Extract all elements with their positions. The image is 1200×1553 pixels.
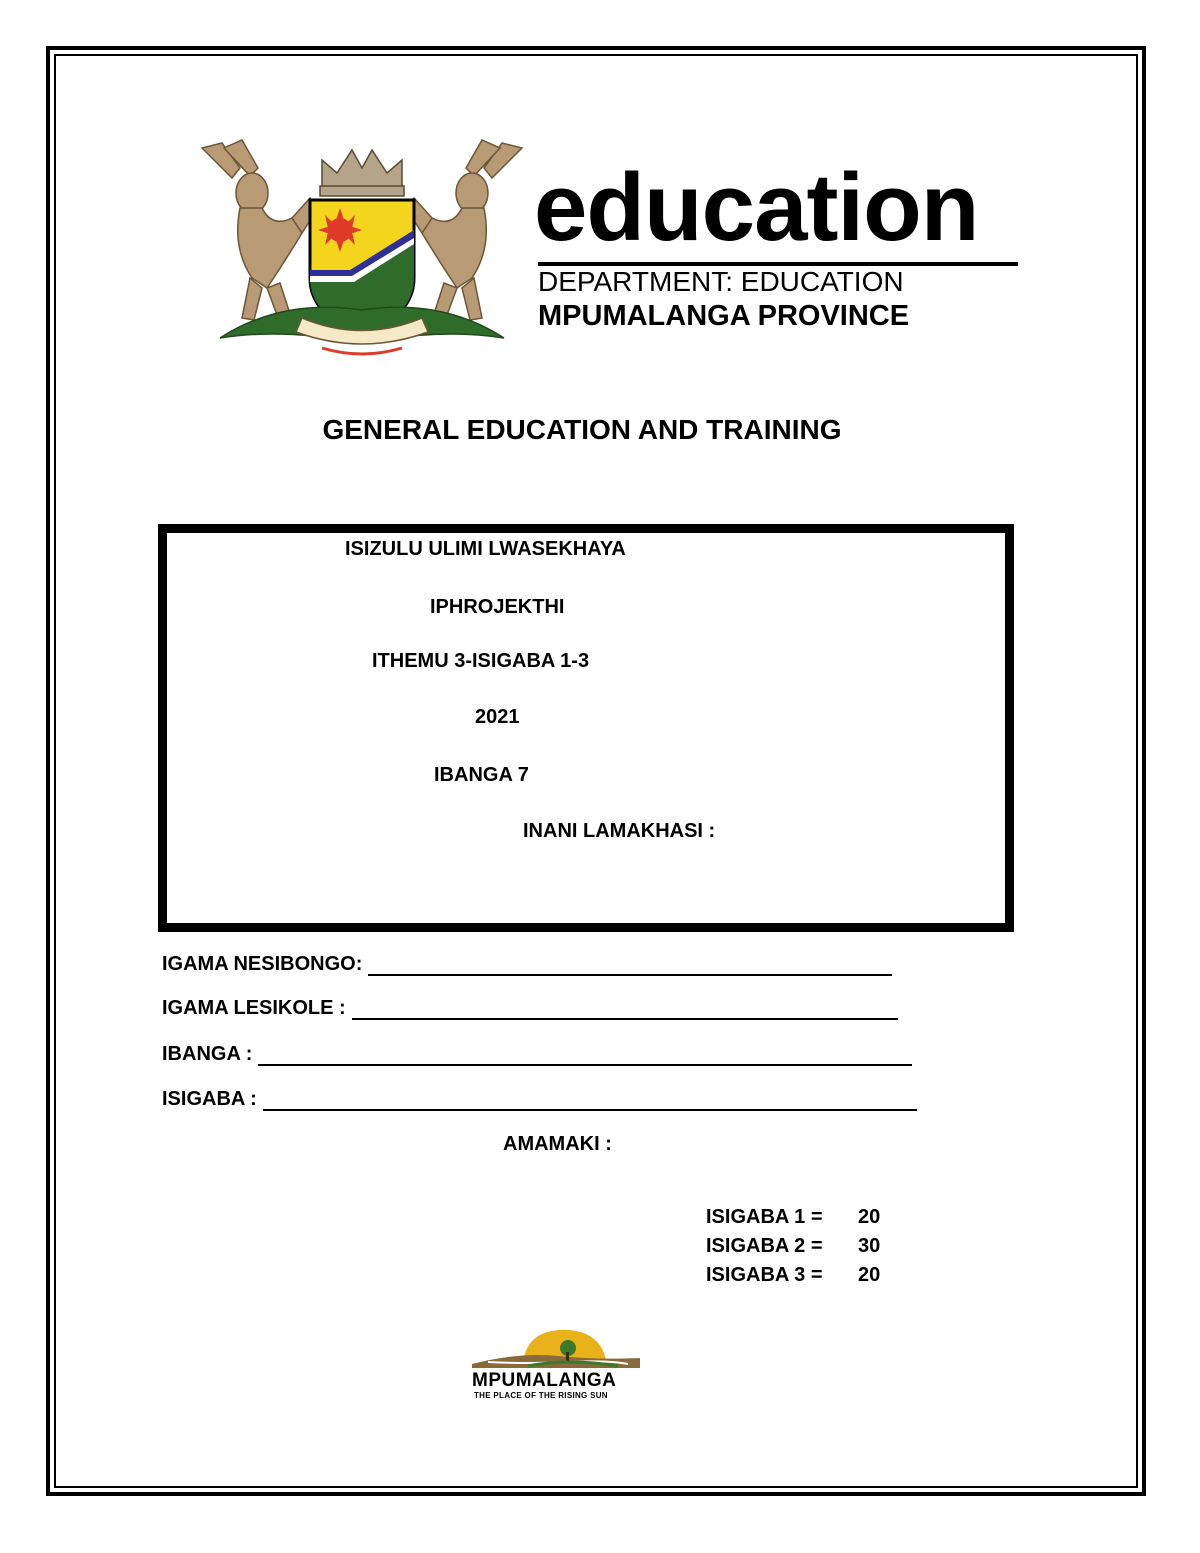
name-field[interactable]: [162, 953, 892, 976]
year-line: 2021: [475, 706, 520, 728]
subject-line: ISIZULU ULIMI LWASEKHAYA: [345, 538, 626, 560]
name-field-line[interactable]: [368, 956, 892, 976]
grade-field-label: IBANGA :: [162, 1043, 253, 1065]
marks-row-2-label: ISIGABA 2 =: [706, 1235, 823, 1257]
section-field-line[interactable]: [263, 1091, 917, 1111]
grade-field[interactable]: [162, 1043, 912, 1066]
department-name: DEPARTMENT: EDUCATION: [538, 266, 904, 297]
marks-row-3-label: ISIGABA 3 =: [706, 1264, 823, 1286]
province-name: MPUMALANGA PROVINCE: [538, 300, 910, 332]
term-line: ITHEMU 3-ISIGABA 1-3: [372, 650, 590, 672]
info-box: [158, 524, 1014, 932]
mpumalanga-logo-tagline: THE PLACE OF THE RISING SUN: [474, 1391, 608, 1400]
marks-row-1-label: ISIGABA 1 =: [706, 1206, 823, 1228]
document-title: GENERAL EDUCATION AND TRAINING: [322, 414, 842, 445]
coat-of-arms-icon: [192, 138, 532, 358]
marks-row-2-value: 30: [858, 1235, 881, 1257]
name-field-label: IGAMA NESIBONGO:: [162, 953, 363, 975]
school-field-label: IGAMA LESIKOLE :: [162, 997, 346, 1019]
total-marks-line: INANI LAMAKHASI :: [523, 820, 716, 842]
school-field-line[interactable]: [352, 1000, 898, 1020]
section-field[interactable]: [162, 1088, 917, 1111]
education-logo-word: education: [534, 154, 979, 261]
mpumalanga-logo-name: MPUMALANGA: [472, 1370, 617, 1391]
section-field-label: ISIGABA :: [162, 1088, 257, 1110]
school-field[interactable]: [162, 997, 898, 1020]
marks-row-3-value: 20: [858, 1264, 881, 1286]
marks-heading: AMAMAKI :: [503, 1133, 612, 1155]
marks-row-1-value: 20: [858, 1206, 881, 1228]
task-line: IPHROJEKTHI: [430, 596, 565, 618]
grade-line: IBANGA 7: [434, 764, 529, 786]
grade-field-line[interactable]: [258, 1046, 912, 1066]
